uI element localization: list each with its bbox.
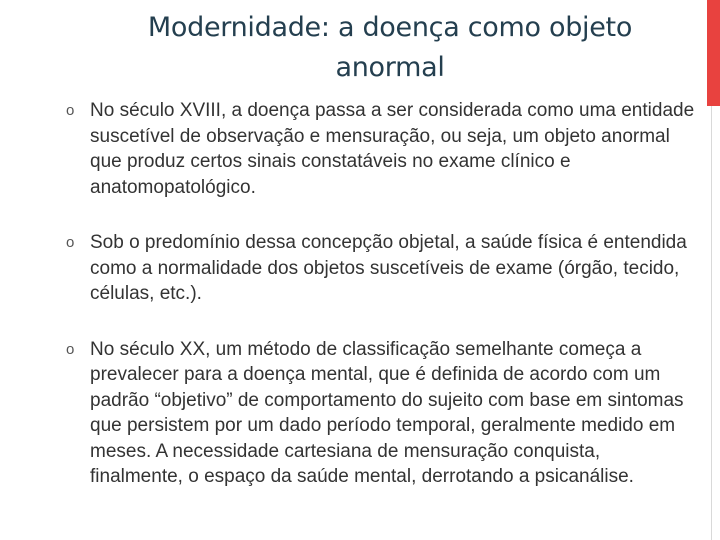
bullet-item [66,337,696,490]
bullet-text: Sob o predomínio dessa concepção objetal, a saúde física é entendida como a normalidade dos objetos suscetíveis de exame (órgão, tecido, células, etc.). [90,232,687,304]
bullet-item [66,98,696,200]
slide-title-line-2: anormal [335,52,445,83]
bullet-text: No século XVIII, a doença passa a ser considerada como uma entidade suscetível de observação e mensuração, ou seja, um objeto anormal que produz certos sinais constatáveis no exame clínico e anatomopatológico. [90,100,695,198]
side-divider [711,106,712,540]
bullet-marker: o [66,340,75,358]
bullet-marker: o [66,102,75,119]
accent-bar [707,0,720,106]
bullet-list [66,98,696,520]
slide-title-line-1: Modernidade: a doença como objeto [147,12,633,43]
bullet-item [66,230,696,307]
slide-title [110,8,670,88]
bullet-text: No século XX, um método de classificação semelhante começa a prevalecer para a doença mental, que é definida de acordo com um padrão “objetivo” de comportamento do sujeito com base em sintomas que persistem por um dado período temporal, geralmente medido em meses. A necessidade cartesiana de mensuração conquista, finalmente, o espaço da saúde mental, derrotando a psicanálise. [90,338,684,487]
bullet-marker: o [66,234,75,251]
